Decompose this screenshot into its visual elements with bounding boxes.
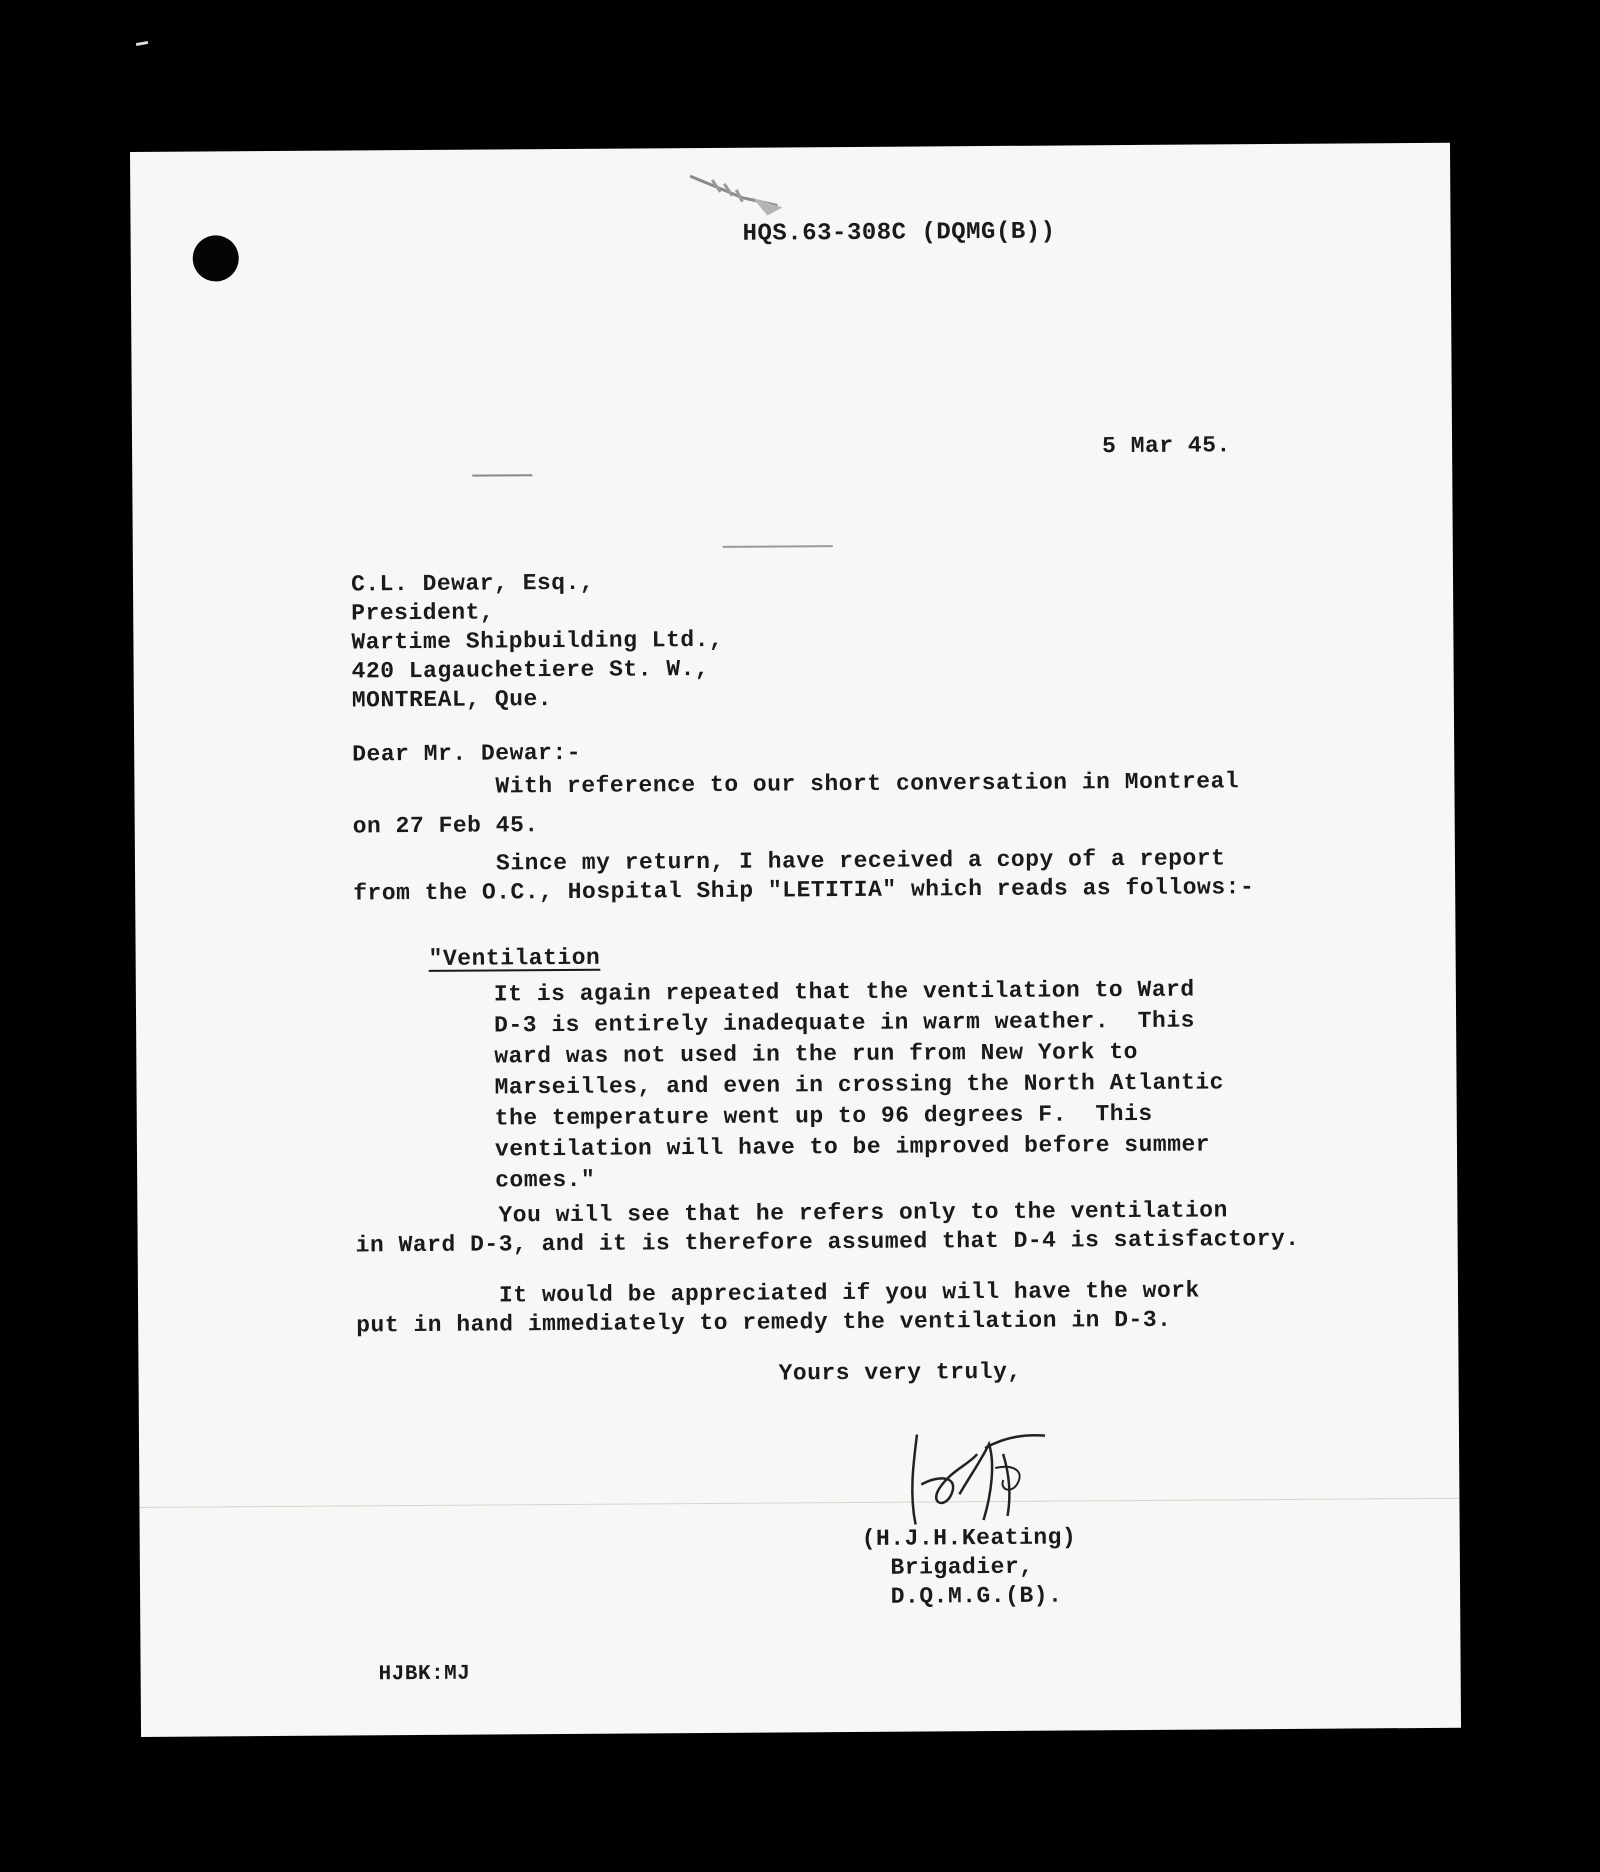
quote-line: It is again repeated that the ventilation to Ward: [493, 976, 1195, 1008]
paragraph-ward: [355, 1196, 1299, 1261]
address-line: Wartime Shipbuilding Ltd.,: [351, 626, 724, 656]
salutation: Dear Mr. Dewar:-: [352, 739, 582, 768]
signatory-name: (H.J.H.Keating): [861, 1524, 1077, 1552]
letter-page: [130, 143, 1461, 1737]
letter-date: 5 Mar 45.: [1101, 432, 1231, 460]
paragraph-line: in Ward D-3, and it is therefore assumed that D-4 is satisfactory.: [355, 1225, 1300, 1259]
signatory-rank: Brigadier,: [861, 1553, 1034, 1581]
paragraph-report: [353, 844, 1254, 908]
quote-line: the temperature went up to 96 degrees F. This: [494, 1100, 1153, 1132]
quote-line: comes.": [495, 1166, 596, 1194]
quote-line: ventilation will have to be improved before summer: [494, 1131, 1211, 1163]
fold-line: [139, 1498, 1459, 1508]
paragraph-reference: [352, 762, 1239, 846]
signature-block: [862, 1523, 1077, 1611]
paragraph-line: It would be appreciated if you will have the work: [355, 1277, 1200, 1310]
typist-initials: HJBK:MJ: [378, 1662, 471, 1687]
quote-line: Marseilles, and even in crossing the North Atlantic: [494, 1069, 1225, 1101]
punch-hole: [193, 235, 239, 281]
signatory-title: D.Q.M.G.(B).: [862, 1582, 1063, 1610]
quoted-report: [494, 974, 1225, 1196]
address-line: C.L. Dewar, Esq.,: [350, 569, 595, 598]
paragraph-line: You will see that he refers only to the ventilation: [355, 1197, 1228, 1230]
closing: Yours very truly,: [778, 1358, 1022, 1387]
paragraph-line: put in hand immediately to remedy the ventilation in D-3.: [356, 1306, 1172, 1339]
quote-line: ward was not used in the run from New York to: [494, 1038, 1139, 1070]
handwritten-signature: [899, 1424, 1060, 1535]
address-line: President,: [351, 599, 495, 627]
paragraph-line: on 27 Feb 45.: [352, 812, 539, 840]
recipient-address: [351, 568, 724, 716]
address-line: 420 Lagauchetiere St. W.,: [351, 655, 710, 685]
stray-rule-mark: [472, 474, 532, 476]
stray-rule-mark: [723, 545, 833, 548]
paragraph-request: [356, 1277, 1200, 1341]
file-reference: HQS.63-308C (DQMG(B)): [742, 218, 1056, 248]
quote-line: D-3 is entirely inadequate in warm weather. This: [494, 1007, 1195, 1039]
paragraph-line: Since my return, I have received a copy of a report: [352, 845, 1226, 878]
address-line: MONTREAL, Que.: [351, 686, 553, 714]
paragraph-line: With reference to our short conversation in Montreal: [352, 768, 1240, 801]
quote-heading: "Ventilation: [428, 944, 601, 972]
scan-artifact-mark: [136, 41, 148, 46]
paragraph-line: from the O.C., Hospital Ship "LETITIA" which reads as follows:-: [353, 874, 1255, 907]
